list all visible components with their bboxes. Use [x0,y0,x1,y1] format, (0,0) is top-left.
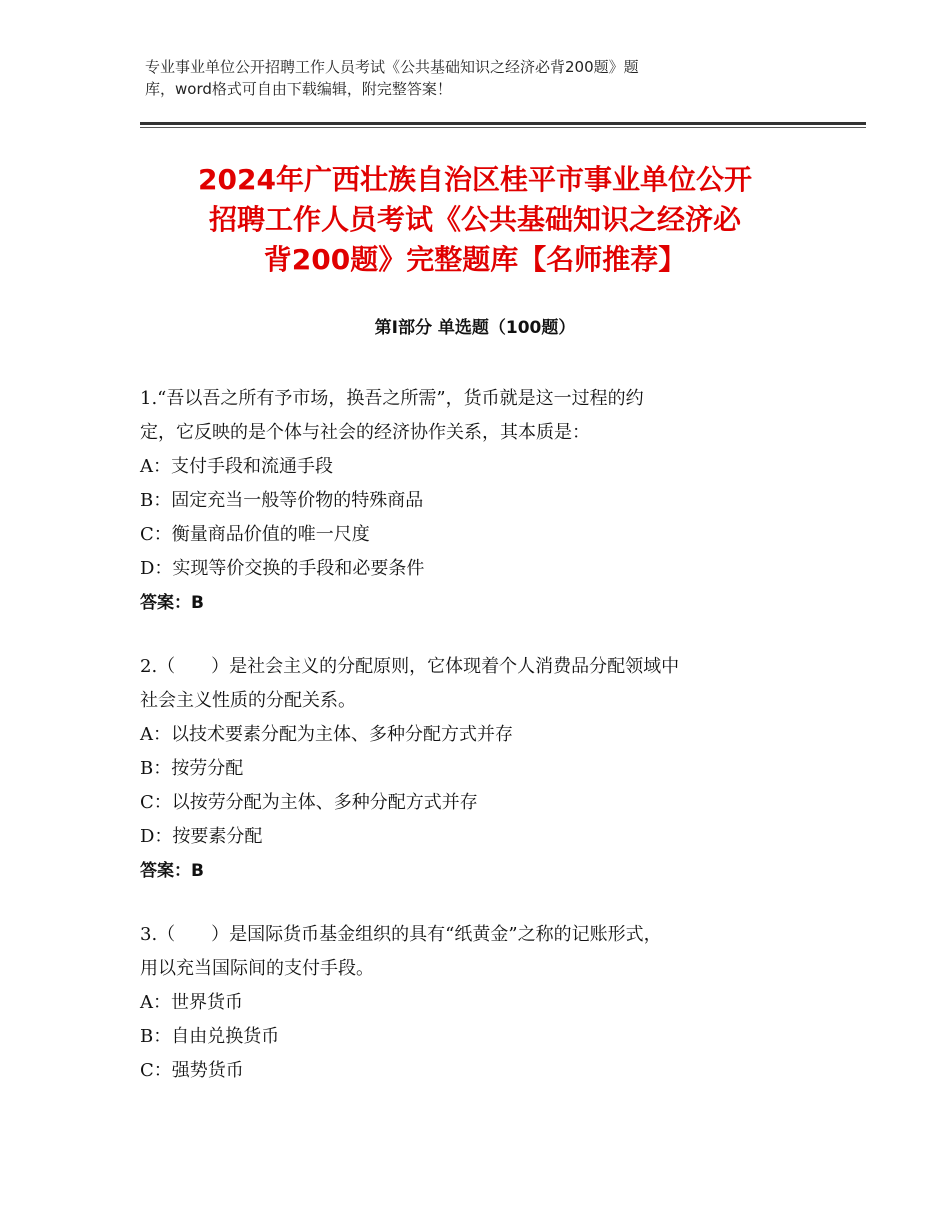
question-item [140,382,820,620]
header-note [145,56,785,100]
question-stem: 社会主义性质的分配关系。 [140,690,356,711]
question-item [140,918,820,1088]
option-b[interactable]: B：按劳分配 [140,758,244,779]
option-d[interactable]: D：实现等价交换的手段和必要条件 [140,558,425,579]
option-d[interactable]: D：按要素分配 [140,826,263,847]
header-note-line: 库，word格式可自由下载编辑，附完整答案！ [145,80,452,98]
option-c[interactable]: C：强势货币 [140,1060,244,1081]
answer-label: 答案：B [140,593,204,613]
question-stem: 用以充当国际间的支付手段。 [140,958,374,979]
question-stem: 2.（ ）是社会主义的分配原则，它体现着个人消费品分配领域中 [140,656,680,677]
header-note-line: 专业事业单位公开招聘工作人员考试《公共基础知识之经济必背200题》题 [145,58,639,76]
option-a[interactable]: A：支付手段和流通手段 [140,456,333,477]
header-divider [140,122,866,125]
option-c[interactable]: C：衡量商品价值的唯一尺度 [140,524,370,545]
question-list [140,382,820,1118]
option-b[interactable]: B：自由兑换货币 [140,1026,280,1047]
section-heading: 第I部分 单选题（100题） [374,318,576,338]
question-stem: 1.“吾以吾之所有予市场，换吾之所需”，货币就是这一过程的约 [140,388,644,409]
option-a[interactable]: A：世界货币 [140,992,243,1013]
document-title [120,160,830,280]
answer-label: 答案：B [140,861,204,881]
title-line: 招聘工作人员考试《公共基础知识之经济必 [208,203,741,236]
title-line: 2024年广西壮族自治区桂平市事业单位公开 [198,163,752,196]
question-stem: 3.（ ）是国际货币基金组织的具有“纸黄金”之称的记账形式， [140,924,662,945]
header-divider-thin [140,127,866,128]
option-a[interactable]: A：以技术要素分配为主体、多种分配方式并存 [140,724,513,745]
option-c[interactable]: C：以按劳分配为主体、多种分配方式并存 [140,792,478,813]
title-line: 背200题》完整题库【名师推荐】 [263,243,687,276]
question-stem: 定，它反映的是个体与社会的经济协作关系，其本质是： [140,422,590,443]
option-b[interactable]: B：固定充当一般等价物的特殊商品 [140,490,424,511]
question-item [140,650,820,888]
